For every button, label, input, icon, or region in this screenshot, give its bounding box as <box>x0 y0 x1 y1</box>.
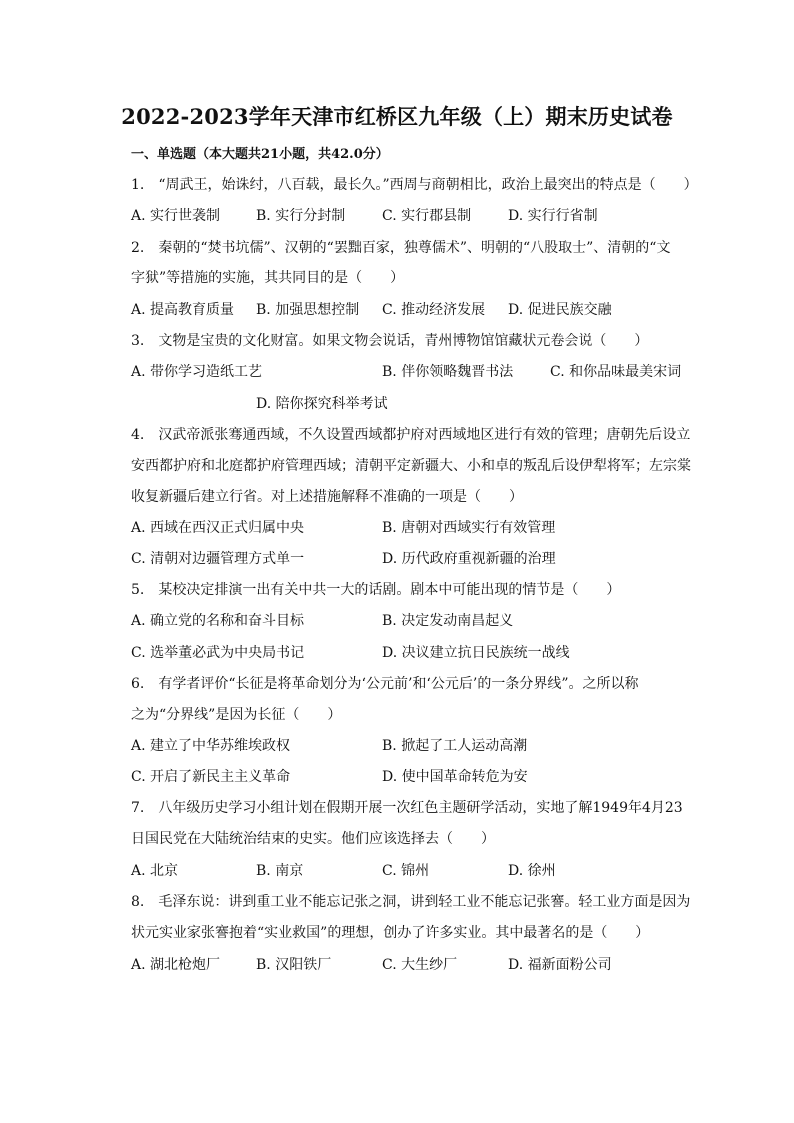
q8-option-a[interactable]: A. 湖北枪炮厂 <box>131 957 221 973</box>
q5-option-a[interactable]: A. 确立党的名称和奋斗目标 <box>131 613 305 629</box>
q7-option-a[interactable]: A. 北京 <box>131 863 179 879</box>
section-heading: 一、单选题（本大题共21小题，共42.0分） <box>131 147 389 162</box>
q1-option-d[interactable]: D. 实行行省制 <box>508 208 598 224</box>
q7-option-c[interactable]: C. 锦州 <box>382 863 430 879</box>
q7-option-d[interactable]: D. 徐州 <box>508 863 556 879</box>
q2-option-c[interactable]: C. 推动经济发展 <box>382 302 486 318</box>
question-2-line-1: 2. 秦朝的“焚书坑儒”、汉朝的“罢黜百家，独尊儒术”、明朝的“八股取士”、清朝的“文 <box>131 240 671 256</box>
question-4-line-3: 收复新疆后建立行省。对上述措施解释不准确的一项是（ ） <box>131 489 523 505</box>
page-title: 2022-2023学年天津市红桥区九年级（上）期末历史试卷 <box>121 104 673 129</box>
question-7-line-2: 日国民党在大陆统治结束的史实。他们应该选择去（ ） <box>131 831 495 847</box>
question-4-line-1: 4. 汉武帝派张骞通西域，不久设置西域都护府对西域地区进行有效的管理；唐朝先后设立 <box>131 427 691 443</box>
question-8-line-1: 8. 毛泽东说：讲到重工业不能忘记张之洞，讲到轻工业不能忘记张謇。轻工业方面是因为 <box>131 894 691 910</box>
q3-option-a[interactable]: A. 带你学习造纸工艺 <box>131 364 263 380</box>
q6-option-b[interactable]: B. 掀起了工人运动高潮 <box>382 738 528 754</box>
q3-option-b[interactable]: B. 伴你领略魏晋书法 <box>382 364 514 380</box>
question-3-line-1: 3. 文物是宝贵的文化财富。如果文物会说话，青州博物馆馆藏状元卷会说（ ） <box>131 333 649 349</box>
q3-option-d[interactable]: D. 陪你探究科举考试 <box>256 396 388 412</box>
q1-option-a[interactable]: A. 实行世袭制 <box>131 208 221 224</box>
q3-option-c[interactable]: C. 和你品味最美宋词 <box>550 364 682 380</box>
q4-option-b[interactable]: B. 唐朝对西域实行有效管理 <box>382 520 556 536</box>
q2-option-a[interactable]: A. 提高教育质量 <box>131 302 235 318</box>
question-8-line-2: 状元实业家张謇抱着“实业救国”的理想，创办了许多实业。其中最著名的是（ ） <box>131 925 650 941</box>
q5-option-b[interactable]: B. 决定发动南昌起义 <box>382 613 514 629</box>
q4-option-c[interactable]: C. 清朝对边疆管理方式单一 <box>131 551 305 567</box>
q6-option-a[interactable]: A. 建立了中华苏维埃政权 <box>131 738 291 754</box>
q1-option-c[interactable]: C. 实行郡县制 <box>382 208 472 224</box>
q7-option-b[interactable]: B. 南京 <box>256 863 304 879</box>
q4-option-d[interactable]: D. 历代政府重视新疆的治理 <box>382 551 556 567</box>
question-6-line-2: 之为“分界线”是因为长征（ ） <box>131 707 342 723</box>
question-2-line-2: 字狱”等措施的实施，其共同目的是（ ） <box>131 270 405 286</box>
q6-option-c[interactable]: C. 开启了新民主主义革命 <box>131 769 291 785</box>
q5-option-c[interactable]: C. 选举董必武为中央局书记 <box>131 645 305 661</box>
q1-option-b[interactable]: B. 实行分封制 <box>256 208 346 224</box>
q2-option-d[interactable]: D. 促进民族交融 <box>508 302 612 318</box>
question-6-line-1: 6. 有学者评价“长征是将革命划分为‘公元前’和‘公元后’的一条分界线”。之所以称 <box>131 676 639 692</box>
q8-option-c[interactable]: C. 大生纱厂 <box>382 957 458 973</box>
q8-option-d[interactable]: D. 福新面粉公司 <box>508 957 612 973</box>
question-5-line-1: 5. 某校决定排演一出有关中共一大的话剧。剧本中可能出现的情节是（ ） <box>131 582 621 598</box>
q6-option-d[interactable]: D. 使中国革命转危为安 <box>382 769 528 785</box>
q4-option-a[interactable]: A. 西域在西汉正式归属中央 <box>131 520 305 536</box>
question-4-line-2: 安西都护府和北庭都护府管理西域；清朝平定新疆大、小和卓的叛乱后设伊犁将军；左宗棠 <box>131 458 691 474</box>
q2-option-b[interactable]: B. 加强思想控制 <box>256 302 360 318</box>
question-1-line-1: 1. “周武王，始诛纣，八百载，最长久。”西周与商朝相比，政治上最突出的特点是（ ） <box>131 177 698 193</box>
q8-option-b[interactable]: B. 汉阳铁厂 <box>256 957 332 973</box>
question-7-line-1: 7. 八年级历史学习小组计划在假期开展一次红色主题研学活动，实地了解1949年4月23 <box>131 800 683 816</box>
q5-option-d[interactable]: D. 决议建立抗日民族统一战线 <box>382 645 570 661</box>
